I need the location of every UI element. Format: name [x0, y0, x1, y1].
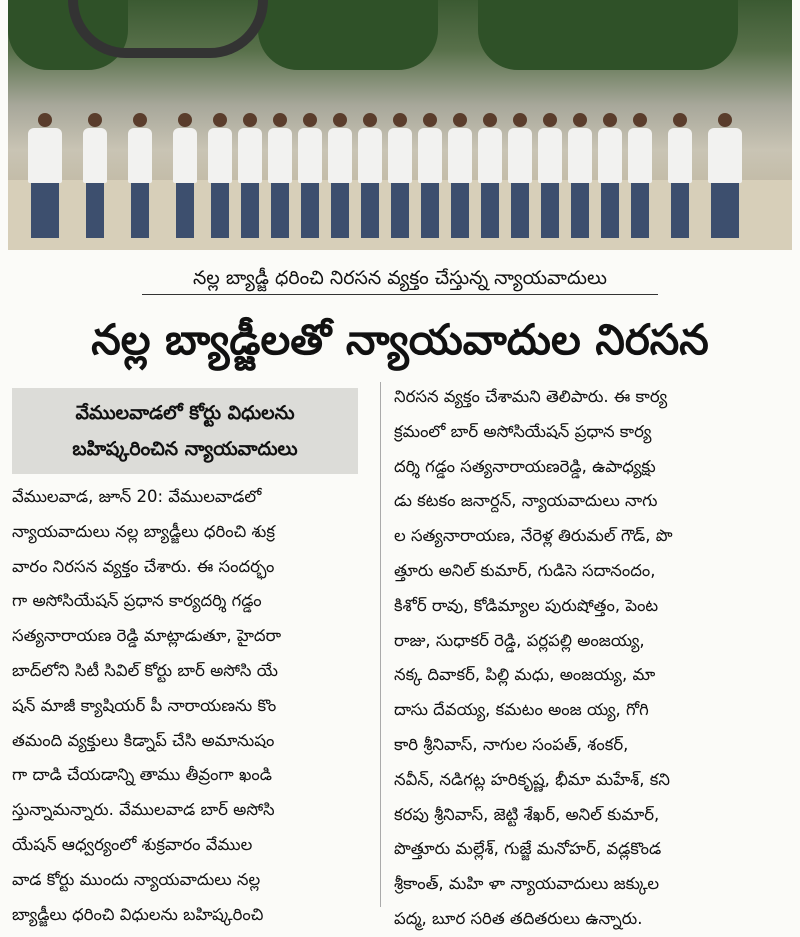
subheadline-box: [12, 388, 358, 474]
text-line: నవీన్, నడిగట్ల హరికృష్ణ, భీమా మహేశ్, కని: [394, 769, 670, 789]
column-divider: [380, 382, 381, 907]
person-figure: [298, 113, 322, 238]
person-figure: [708, 113, 742, 238]
person-figure: [568, 113, 592, 238]
text-line: పొత్తూరు మల్లేశ్, గుజ్జే మనోహర్, వడ్లకొండ: [394, 839, 662, 859]
tree-shape: [478, 0, 738, 70]
person-figure: [418, 113, 442, 238]
person-figure: [388, 113, 412, 238]
text-line: దాసు దేవయ్య, కమటం అంజ య్య, గోగి: [394, 700, 649, 720]
person-figure: [173, 113, 197, 238]
text-line: రాజు, సుధాకర్ రెడ్డి, పర్లపల్లి అంజయ్య,: [394, 630, 645, 650]
subheadline-line-1: వేములవాడలో కోర్టు విధులను: [75, 402, 295, 424]
person-figure: [358, 113, 382, 238]
headline: నల్ల బ్యాడ్జీలతో న్యాయవాదుల నిరసన: [91, 315, 709, 364]
text-line: శ్రీకాంత్, మహి ళా న్యాయవాదులు జక్కుల: [394, 874, 660, 894]
person-figure: [28, 113, 62, 238]
person-figure: [208, 113, 232, 238]
text-line: న్యాయవాదులు నల్ల బ్యాడ్జీలు ధరించి శుక్ర: [12, 521, 275, 541]
person-figure: [268, 113, 292, 238]
text-line: నక్క దివాకర్, పిల్లి మధు, అంజయ్య, మా: [394, 665, 656, 685]
text-line: తమంది వ్యక్తులు కిడ్నాప్ చేసి అమానుషం: [12, 730, 275, 750]
text-line: దర్శి గడ్డం సత్యనారాయణరెడ్డి, ఉపాధ్యక్షు: [394, 456, 656, 476]
text-line: బ్యాడ్జీలు ధరించి విధులను బహిష్కరించి: [12, 904, 264, 924]
subheadline-line-2: బహిష్కరించిన న్యాయవాదులు: [72, 438, 298, 460]
text-line: సత్యనారాయణ రెడ్డి మాట్లాడుతూ, హైదరా: [12, 626, 282, 646]
person-figure: [238, 113, 262, 238]
person-figure: [83, 113, 107, 238]
tree-shape: [258, 0, 438, 70]
text-line: గా అసోసియేషన్ ప్రధాన కార్యదర్శి గడ్డం: [12, 591, 262, 611]
text-line: డు కటకం జనార్దన్, న్యాయవాదులు నాగు: [394, 491, 658, 511]
text-line: గా దాడి చేయడాన్ని తాము తీవ్రంగా ఖండి: [12, 765, 272, 785]
text-line: యేషన్ ఆధ్వర్యంలో శుక్రవారం వేముల: [12, 834, 253, 854]
person-figure: [628, 113, 652, 238]
person-figure: [668, 113, 692, 238]
person-figure: [538, 113, 562, 238]
article-column-right: [394, 380, 794, 937]
person-figure: [328, 113, 352, 238]
gate-arch: [68, 0, 268, 58]
text-line: కరపు శ్రీనివాస్, జెట్టి శేఖర్, అనిల్ కుమార్,: [394, 804, 660, 824]
photo-caption: నల్ల బ్యాడ్జీ ధరించి నిరసన వ్యక్తం చేస్తున్న న్యాయవాదులు: [192, 267, 608, 289]
text-line: వారం నిరసన వ్యక్తం చేశారు. ఈ సందర్భం: [12, 556, 275, 576]
person-figure: [508, 113, 532, 238]
text-line: పద్మ, బూర సరిత తదితరులు ఉన్నారు.: [394, 908, 643, 928]
text-line: ల సత్యనారాయణ, నేరెళ్ల తిరుమల్ గౌడ్, పొ: [394, 526, 673, 546]
caption-underline: [142, 294, 658, 295]
person-figure: [478, 113, 502, 238]
text-line: కిశోర్ రావు, కోడిమ్యాల పురుషోత్తం, పెంట: [394, 595, 659, 615]
text-line: కారి శ్రీనివాస్, నాగుల సంపత్, శంకర్,: [394, 734, 629, 754]
person-figure: [448, 113, 472, 238]
person-figure: [128, 113, 152, 238]
text-line: షన్ మాజీ క్యాషియర్ పీ నారాయణను కొం: [12, 695, 277, 715]
text-line: క్రమంలో బార్ అసోసియేషన్ ప్రధాన కార్య: [394, 421, 652, 441]
text-line: నిరసన వ్యక్తం చేశామని తెలిపారు. ఈ కార్య: [394, 387, 668, 406]
text-line: వేములవాడ, జూన్ 20: వేములవాడలో: [12, 487, 262, 506]
text-line: వాడ కోర్టు ముందు న్యాయవాదులు నల్ల: [12, 869, 261, 889]
text-line: త్తూరు అనిల్ కుమార్, గుడిసె సదానందం,: [394, 560, 656, 580]
text-line: బాద్‌లోని సిటీ సివిల్ కోర్టు బార్ అసోసి యే: [12, 660, 278, 680]
text-line: స్తున్నామన్నారు. వేములవాడ బార్ అసోసి: [12, 800, 275, 820]
person-figure: [598, 113, 622, 238]
news-photo: [8, 0, 792, 250]
article-column-left: [12, 480, 370, 932]
